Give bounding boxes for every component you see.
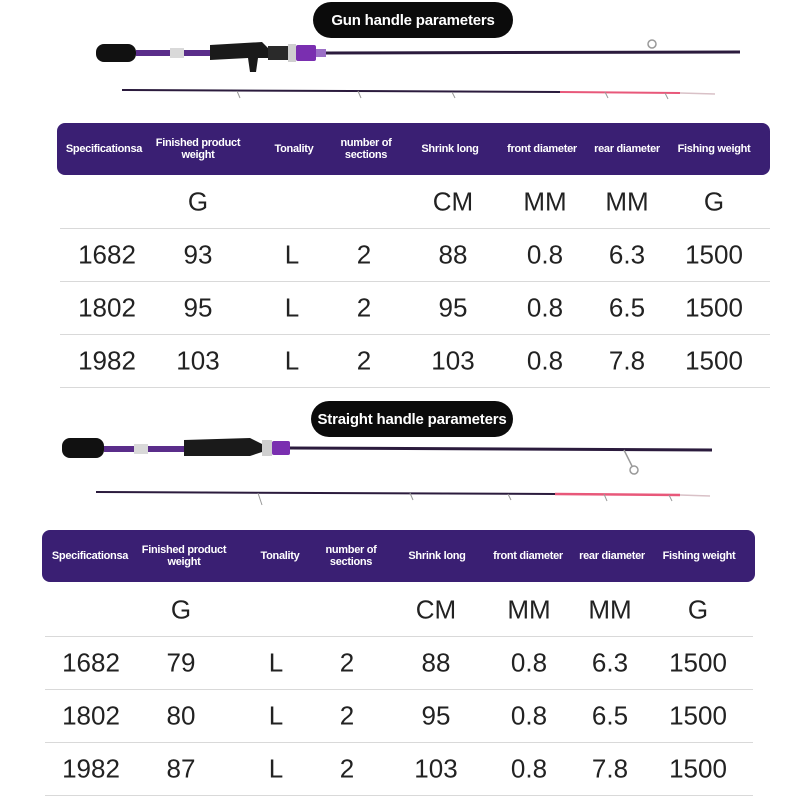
gun-table-header [57, 123, 770, 175]
cell-length: 88 [438, 239, 468, 270]
cell-length: 103 [431, 345, 475, 376]
cell-sections: 2 [339, 700, 355, 731]
cell-rear: 6.5 [608, 292, 646, 323]
cell-weight: 103 [176, 345, 220, 376]
header-fishing-weight: Fishing weight [677, 143, 751, 155]
cell-rear: 7.8 [608, 345, 646, 376]
header-tonality: Tonality [260, 550, 300, 562]
cell-weight: 95 [183, 292, 213, 323]
cell-rear: 6.5 [591, 700, 629, 731]
unit-front: MM [507, 594, 551, 625]
cell-tonality: L [268, 700, 284, 731]
table-row [60, 229, 770, 282]
cell-front: 0.8 [510, 647, 548, 678]
cell-front: 0.8 [510, 753, 548, 784]
cell-sections: 2 [339, 647, 355, 678]
straight-rod-butt-section [62, 438, 712, 474]
cell-tonality: L [284, 345, 300, 376]
header-rear-diameter: rear diameter [594, 143, 660, 155]
header-specification: Specificationsa [51, 550, 129, 562]
header-sections: number of sections [340, 137, 392, 161]
cell-fishing: 1500 [669, 753, 727, 784]
unit-front: MM [523, 186, 567, 217]
cell-front: 0.8 [526, 292, 564, 323]
cell-sections: 2 [356, 239, 372, 270]
unit-rear: MM [588, 594, 632, 625]
cell-tonality: L [268, 647, 284, 678]
header-shrink-long: Shrink long [421, 143, 479, 155]
header-weight: Finished product weight [155, 137, 241, 161]
unit-weight: G [170, 594, 192, 625]
cell-tonality: L [268, 753, 284, 784]
unit-fishing: G [703, 186, 725, 217]
cell-spec: 1682 [78, 239, 136, 270]
unit-length: CM [432, 186, 474, 217]
cell-weight: 93 [183, 239, 213, 270]
cell-fishing: 1500 [685, 292, 743, 323]
cell-tonality: L [284, 292, 300, 323]
cell-front: 0.8 [526, 239, 564, 270]
table-row [60, 282, 770, 335]
straight-handle-title: Straight handle parameters [311, 401, 513, 437]
cell-spec: 1682 [62, 647, 120, 678]
cell-length: 95 [421, 700, 451, 731]
header-sections: number of sections [325, 544, 377, 568]
cell-spec: 1982 [62, 753, 120, 784]
cell-fishing: 1500 [685, 345, 743, 376]
cell-rear: 6.3 [591, 647, 629, 678]
table-row [45, 637, 753, 690]
cell-rear: 7.8 [591, 753, 629, 784]
gun-handle-title: Gun handle parameters [313, 2, 513, 38]
cell-spec: 1802 [62, 700, 120, 731]
header-front-diameter: front diameter [507, 143, 577, 155]
header-tonality: Tonality [274, 143, 314, 155]
gun-rod-tip-section [122, 90, 715, 99]
unit-fishing: G [687, 594, 709, 625]
table-row [45, 690, 753, 743]
header-shrink-long: Shrink long [408, 550, 466, 562]
cell-sections: 2 [356, 292, 372, 323]
cell-length: 88 [421, 647, 451, 678]
header-front-diameter: front diameter [493, 550, 563, 562]
header-specification: Specificationsa [65, 143, 143, 155]
unit-weight: G [187, 186, 209, 217]
cell-fishing: 1500 [669, 647, 727, 678]
table-row [60, 335, 770, 388]
gun-rod-butt-section [96, 40, 740, 72]
cell-front: 0.8 [526, 345, 564, 376]
cell-spec: 1802 [78, 292, 136, 323]
straight-units-row [45, 584, 753, 637]
unit-rear: MM [605, 186, 649, 217]
cell-rear: 6.3 [608, 239, 646, 270]
header-rear-diameter: rear diameter [579, 550, 645, 562]
cell-tonality: L [284, 239, 300, 270]
cell-sections: 2 [356, 345, 372, 376]
cell-fishing: 1500 [669, 700, 727, 731]
unit-length: CM [415, 594, 457, 625]
gun-units-row [60, 176, 770, 229]
cell-spec: 1982 [78, 345, 136, 376]
cell-length: 103 [414, 753, 458, 784]
cell-length: 95 [438, 292, 468, 323]
cell-sections: 2 [339, 753, 355, 784]
straight-table-header [42, 530, 755, 582]
cell-front: 0.8 [510, 700, 548, 731]
straight-rod-tip-section [96, 492, 710, 505]
cell-weight: 79 [166, 647, 196, 678]
table-row [45, 743, 753, 796]
cell-weight: 80 [166, 700, 196, 731]
header-weight: Finished product weight [141, 544, 227, 568]
cell-weight: 87 [166, 753, 196, 784]
header-fishing-weight: Fishing weight [662, 550, 736, 562]
cell-fishing: 1500 [685, 239, 743, 270]
